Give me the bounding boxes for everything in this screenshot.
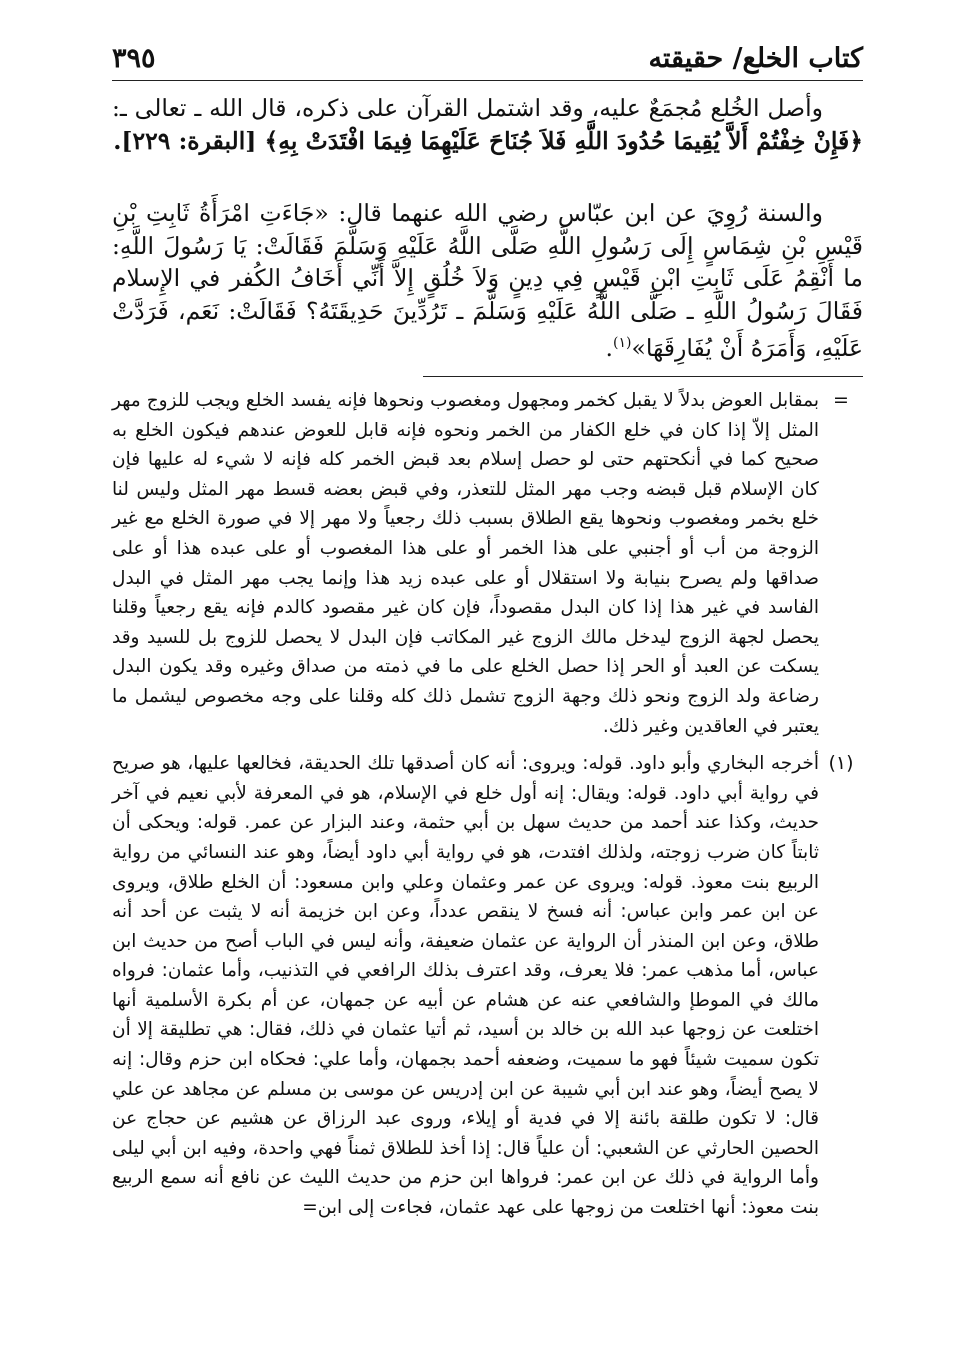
paragraph-khul-origin xyxy=(112,92,863,157)
footnote-mark-1: (١) xyxy=(828,752,854,775)
footnote-text-1: أخرجه البخاري وأبو داود. قوله: ويروى: أنه كان أصدقها تلك الحديقة، فخالعها عليها، هو صريح في رواية أبي داود. قوله: ويقال: إنه أول خلع في الإسلام، هو في المعرفة لأبي نعيم في آخر حديث، وكذا عند أحمد من حديث سهل بن أبي حثمة، وعند البزار عن عمر. قوله: ويحكى أن ثابتاً كان ضرب زوجته، ولذلك افتدت، هو في رواية أبي داود أيضاً، وهو عند النسائي من رواية الربيع بنت معوذ. قوله: ويروى عن عمر وعثمان وعلي وابن مسعود: أن الخلع طلاق، ويروى عن ابن عمر وابن عباس: أنه فسخ لا ينقص عدداً، وعن ابن خزيمة أنه لا يثبت عن أحد أنه طلاق، وعن ابن المنذر أن الرواية عن عثمان ضعيفة، وأنه ليس في الباب أصح من حديث ابن عباس، أما مذهب عمر: فلا يعرف، وقد اعترف بذلك الرافعي في التذنيب، وأما عثمان: فرواه مالك في الموطإ والشافعي عنه عن هشام عن أبيه عن جمهان، عن أم بكرة الأسلمية أنها اختلعت عن زوجها عبد الله بن خالد بن أسيد، ثم أتيا عثمان في ذلك، فقال: هي تطليقة إلا أن تكون سميت شيئاً فهو ما سميت، وضعفه أحمد بجمهان، وأما علي: فحكاه ابن حزم وقال: إنه لا يصح أيضاً، وهو عند ابن أبي شيبة عن ابن إدريس عن موسى بن مسلم عن مجاهد عن علي قال: لا تكون طلقة بائنة إلا في فدية أو إيلاء، وروى عبد الرزاق عن هشيم عن حجاج عن الحصين الحارثي عن الشعبي: أن علياً قال: إذا أخذ للطلاق ثمناً فهي واحدة، وفيه ابن أبي ليلى وأما الرواية في ذلك عن ابن عمر: فرواها ابن حزم من حديث الليث عن نافع أنه سمع الربيع بنت معوذ: أنها اختلعت من زوجها على عهد عثمان، فجاءت إلى ابن= xyxy=(112,753,819,1219)
footnote-ref-1[interactable]: (١) xyxy=(612,335,632,351)
paragraph-sunnah-hadith xyxy=(112,197,863,364)
footnote-1 xyxy=(112,749,863,1223)
page-header xyxy=(112,30,863,81)
hadith-text: والسنة رُوِيَ عن ابن عبّاس رضي الله عنهما قال: «جَاءَتِ امْرَأَةُ ثَابِتِ بْنِ قَيْسِ بْنِ شِمَاسٍ إِلَى رَسُولِ اللَّهِ صَلَّى اللَّهُ عَلَيْهِ وَسَلَّمَ فَقَالَتْ: يَا رَسُولَ اللَّهِ: ما أَنْقِمُ عَلَى ثَابِتِ ابْنِ قَيْسٍ فِي دِينٍ وَلاَ خُلُقٍ إِلاَّ أَنِّي أَخَافُ الكُفر في الإِسلام فَقَالَ رَسُولُ اللَّهِ ـ صَلَّى اللَّهُ عَلَيْهِ وَسَلَّمَ ـ تَرُدِّينَ حَدِيقَتَهُ؟ فَقَالَتْ: نَعَم، فَرَدَّتْ عَلَيْهِ، وَأَمَرَهُ أَنْ يُفَارِقَهَا» xyxy=(112,199,863,362)
hadith-end: . xyxy=(605,333,613,362)
page-number: ٣٩٥ xyxy=(112,43,156,74)
paragraph-intro-text: وأصل الخُلع مُجمَعٌ عليه، وقد اشتمل القرآن على ذكره، قال الله ـ تعالى ـ: xyxy=(112,94,823,122)
footnote-mark-continued: = xyxy=(833,389,849,411)
footnotes xyxy=(112,386,863,1223)
footnote-continued xyxy=(112,386,863,741)
quran-verse: ﴿فَإِنْ خِفْتُمْ أَلاَّ يُقِيمَا حُدُودَ اللَّهِ فَلاَ جُنَاحَ عَلَيْهِمَا فِيمَا افْتَدَتْ بِهِ﴾ [البقرة: ٢٢٩]. xyxy=(113,126,863,155)
footnote-text-continued: بمقابل العوض بدلاً لا يقبل كخمر ومجهول ومغصوب ونحوها فإنه يفسد الخلع ويجب للزوج مهر المثل إلاّ إذا كان في خلع الكفار من الخمر ونحوه فإنه قابل للعوض عندهم فيكون الخلع به صحيح كما في أنكحتهم حتى لو حصل إسلام بعد قبض الخمر كله فإنه لا شيء له عليها فإن كان الإسلام قبل قبضه وجب مهر المثل للتعذر، وفي قبض بعضه قسط مهر المثل وليس لنا خلع بخمر ومغصوب ونحوها يقع الطلاق بسبب ذلك رجعياً ولا مهر إلا في صورة الخلع مع غير الزوجة من أب أو أجنبي على هذا الخمر أو على هذا المغصوب أو على عبده هذا أو على صداقها ولم يصرح بنيابة ولا استقلال أو على عبده زيد هذا وإنما يجب مهر المثل في البدل الفاسد في غير هذا إذا كان البدل مقصوداً، فإن كان غير مقصود كالدم فإنه يقع رجعياً وقلنا يحصل لجهة الزوج ليدخل مالك الزوج غير المكاتب فإن البدل لا يحصل للزوج بل للسيد وقد يسكت عن العبد أو الحر إذا حصل الخلع على ما في ذمته من صداق وغيره وقد يكون البدل رضاعة ولد الزوج ونحو ذلك وجهة الزوج تشمل ذلك كله وقلنا على وجه مخصوص ليشمل ما يعتبر في العاقدين وغير ذلك. xyxy=(112,390,819,737)
footnote-separator xyxy=(423,376,863,377)
running-title: كتاب الخلع/ حقيقته xyxy=(648,43,863,74)
main-text xyxy=(112,92,863,364)
